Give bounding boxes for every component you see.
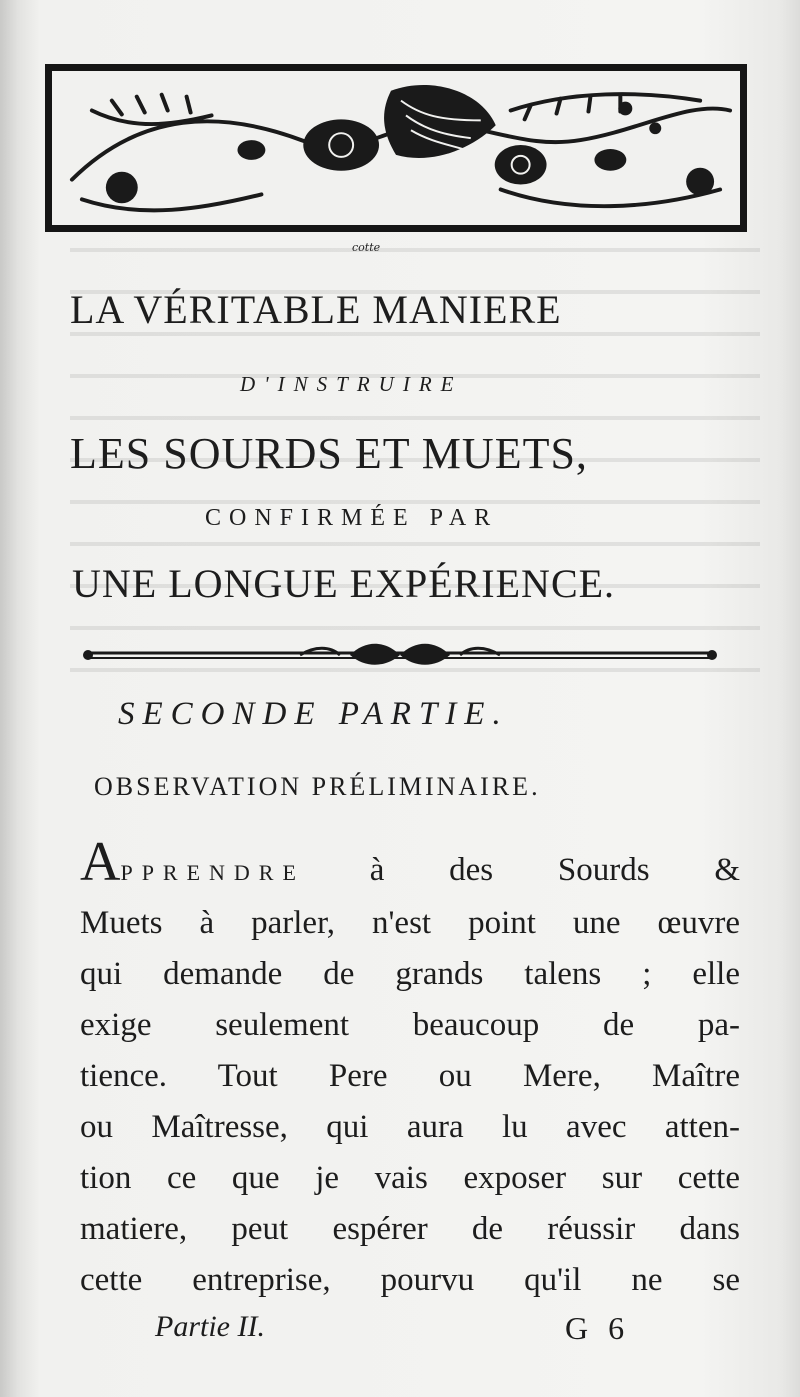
ornamental-rule-icon [80,640,720,670]
title-line-4: CONFIRMÉE PAR [205,505,499,531]
body-paragraph [80,831,740,1306]
paragraph-line: exige seulement beaucoup de pa- [80,1007,740,1043]
section-heading: OBSERVATION PRÉLIMINAIRE. [94,772,541,801]
paragraph-line: tience. Tout Pere ou Mere, Maître [80,1058,740,1094]
paragraph-line: tion ce que je vais exposer sur cette [80,1160,740,1196]
paragraph-line: qui demande de grands talens ; elle [80,956,740,992]
running-footer-part: Partie II. [155,1310,265,1343]
drop-cap: A [80,831,121,893]
title-line-1: LA VÉRITABLE MANIERE [70,287,562,332]
small-caps-word: PPRENDRE [120,860,305,885]
title-line-3: LES SOURDS ET MUETS, [70,429,588,478]
paragraph-line-1 [80,831,740,898]
signature-mark: G 6 [565,1310,631,1346]
floral-headpiece-icon [45,64,747,254]
title-line-5: UNE LONGUE EXPÉRIENCE. [72,561,616,606]
paragraph-line: ou Maîtresse, qui aura lu avec atten- [80,1109,740,1145]
part-heading: SECONDE PARTIE. [118,696,509,732]
paragraph-line: Muets à parler, n'est point une œuvre [80,905,740,941]
paragraph-line-1-rest: à des Sourds & [369,852,740,888]
title-line-2: D'INSTRUIRE [240,372,463,396]
printer-mark: cotte [352,241,381,254]
paragraph-line: matiere, peut espérer de réussir dans [80,1211,740,1247]
paragraph-line: cette entreprise, pourvu qu'il ne se [80,1262,740,1298]
